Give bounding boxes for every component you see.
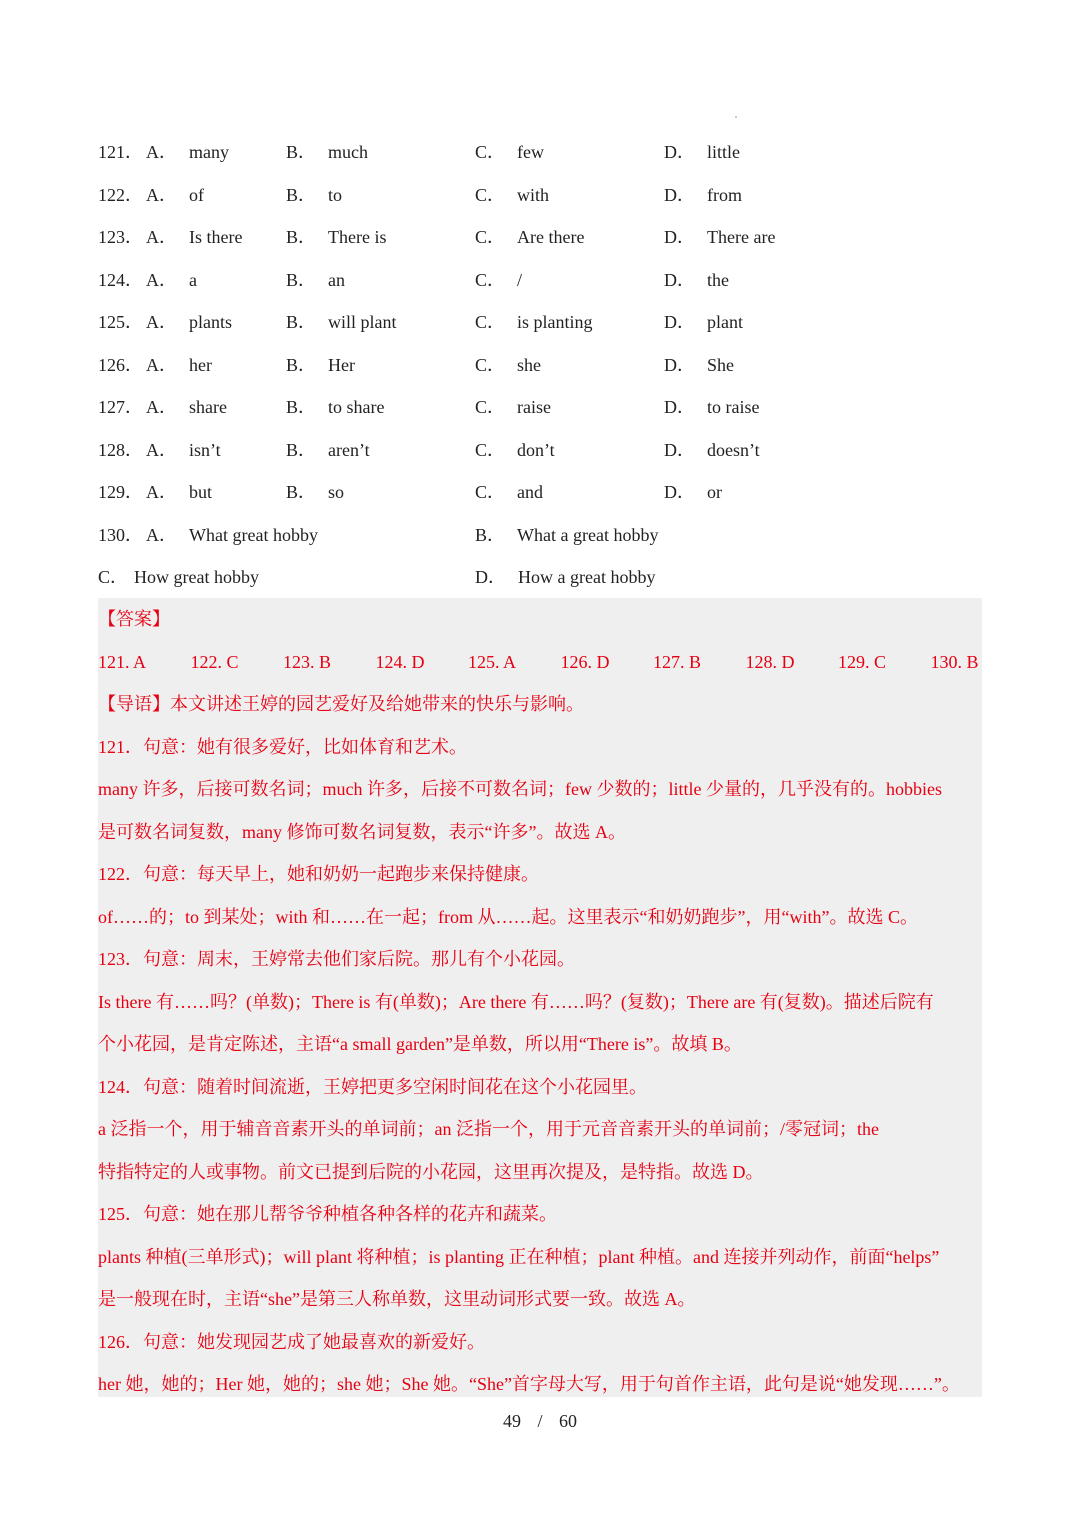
option-text: doesn’t [707, 439, 760, 460]
option-text: plant [707, 312, 743, 332]
option-text: Her [328, 354, 355, 375]
explanation-line: 121．句意：她有很多爱好，比如体育和艺术。 [98, 736, 467, 757]
option-text: with [517, 184, 550, 205]
option-c [475, 386, 551, 429]
option-text: much [328, 142, 369, 162]
option-text: to raise [707, 397, 760, 417]
explanation-line: her 她，她的；Her 她，她的；she 她；She 她。“She”首字母大写，用于句首作主语，此句是说“她发现……”。 [98, 1374, 960, 1394]
explanation-line: 123．句意：周末，王婷常去他们家后院。那儿有个小花园。 [98, 949, 575, 969]
option-c [475, 174, 549, 217]
option-d [664, 471, 722, 514]
option-letter: C． [475, 482, 506, 502]
option-letter: D． [664, 354, 695, 375]
option-a [146, 471, 212, 514]
option-letter: C． [475, 312, 506, 332]
option-letter: C． [475, 184, 506, 205]
explanation-line: 124．句意：随着时间流逝，王婷把更多空闲时间花在这个小花园里。 [98, 1076, 647, 1097]
option-letter: B． [286, 142, 317, 162]
option-letter: A． [146, 524, 177, 545]
option-letter: D． [664, 482, 695, 502]
option-letter: B． [286, 269, 317, 290]
explanation-line: 是一般现在时，主语“she”是第三人称单数，这里动词形式要一致。故选 A。 [98, 1289, 696, 1309]
option-b [286, 301, 397, 344]
option-letter: D． [664, 142, 695, 162]
option-c [475, 471, 543, 514]
option-letter: A． [146, 227, 177, 247]
question-row [98, 216, 982, 259]
option-text: from [707, 184, 742, 205]
question-row [98, 429, 982, 472]
option-letter: A． [146, 439, 177, 460]
question-number: 121． [98, 142, 143, 162]
option-c [475, 216, 584, 259]
explanation-line: 个小花园，是肯定陈述，主语“a small garden”是单数，所以用“There is”。故填 B。 [98, 1034, 742, 1054]
option-letter: B． [286, 312, 317, 332]
option-text: a [189, 269, 197, 290]
option-d [664, 259, 729, 302]
question-row [98, 259, 982, 302]
explanation-line: plants 种植(三单形式)；will plant 将种植；is planting 正在种植；plant 种植。and 连接并列动作，前面“helps” [98, 1246, 940, 1267]
option-letter: C． [475, 439, 506, 460]
explanation-line: 122．句意：每天早上，她和奶奶一起跑步来保持健康。 [98, 864, 539, 884]
option-d [664, 301, 743, 344]
question-row [98, 344, 982, 387]
option-a [146, 386, 227, 429]
option-text: plants [189, 312, 232, 332]
option-letter: B． [286, 397, 317, 417]
explanation-line: 125．句意：她在那儿帮爷爷种植各种各样的花卉和蔬菜。 [98, 1204, 557, 1224]
question-row [98, 514, 982, 557]
option-text: raise [517, 397, 551, 417]
option-letter: B． [286, 184, 317, 205]
option-letter: B． [286, 354, 317, 375]
page-number [0, 1411, 1080, 1432]
option-b [286, 259, 345, 302]
answer-key: 121. A [98, 651, 147, 672]
option-b [286, 344, 355, 387]
option-letter: D． [664, 269, 695, 290]
option-letter: D． [664, 439, 695, 460]
option-c [475, 131, 544, 174]
option-text: She [707, 354, 734, 375]
scan-mark [735, 116, 737, 118]
option-letter: D． [664, 397, 695, 417]
option-d [664, 216, 775, 259]
option-letter: A． [146, 354, 177, 375]
option-a [146, 344, 212, 387]
option-text: she [517, 354, 542, 375]
option-text: What a great hobby [517, 524, 659, 545]
option-text: but [189, 482, 213, 502]
question-number: 123． [98, 227, 143, 247]
option-text: to share [328, 397, 385, 417]
option-a [146, 174, 204, 217]
option-text: is planting [517, 312, 593, 332]
option-a [146, 216, 242, 259]
question-row [98, 386, 982, 429]
explanation-line: 126．句意：她发现园艺成了她最喜欢的新爱好。 [98, 1331, 485, 1352]
option-b [286, 131, 368, 174]
page-separator: / [537, 1411, 543, 1431]
question-row [98, 556, 982, 599]
question-number: 125． [98, 312, 143, 332]
option-letter: A． [146, 482, 177, 502]
option-letter: B． [286, 439, 317, 460]
option-text: Is there [189, 227, 243, 247]
explanation-line: Is there 有……吗？(单数)；There is 有(单数)；Are there 有……吗？(复数)；There are 有(复数)。描述后院有 [98, 991, 934, 1012]
question-row [98, 131, 982, 174]
option-text: Are there [517, 227, 585, 247]
option-a [146, 301, 232, 344]
option-letter: D． [664, 312, 695, 332]
option-text: isn’t [189, 439, 221, 460]
option-d [664, 174, 742, 217]
option-b [475, 514, 658, 557]
question-number: 127． [98, 397, 143, 417]
option-text: few [517, 142, 544, 162]
option-text: There are [707, 227, 776, 247]
option-c [475, 301, 593, 344]
option-text: What great hobby [189, 524, 318, 545]
option-c [98, 556, 259, 599]
answer-key: 126. D [560, 651, 610, 672]
option-a [146, 131, 229, 174]
answer-key: 125. A [468, 651, 517, 672]
question-row [98, 174, 982, 217]
option-text: to [328, 184, 343, 205]
explanation-line: 【导语】本文讲述王婷的园艺爱好及给她带来的快乐与影响。 [98, 694, 584, 714]
question-number: 128． [98, 439, 143, 460]
option-letter: A． [146, 397, 177, 417]
explanation-line: many 许多，后接可数名词；much 许多，后接不可数名词；few 少数的；little 少量的，几乎没有的。hobbies [98, 779, 942, 799]
option-letter: C． [475, 142, 506, 162]
question-number: 122． [98, 184, 143, 205]
option-b [286, 216, 387, 259]
option-letter: D． [475, 567, 506, 587]
answer-key: 127. B [653, 651, 702, 672]
question-number: 124． [98, 269, 143, 290]
question-row [98, 471, 982, 514]
option-c [475, 344, 541, 387]
answer-key: 128. D [745, 651, 795, 672]
question-number: 130． [98, 524, 143, 545]
option-text: or [707, 482, 722, 502]
option-letter: A． [146, 142, 177, 162]
option-a [146, 429, 221, 472]
option-d [664, 131, 740, 174]
option-letter: C． [475, 354, 506, 375]
option-text: the [707, 269, 729, 290]
option-b [286, 386, 385, 429]
option-letter: B． [475, 524, 506, 545]
option-letter: C． [98, 567, 129, 587]
option-text: of [189, 184, 204, 205]
option-letter: C． [475, 269, 506, 290]
option-text: / [517, 269, 523, 290]
option-b [286, 471, 344, 514]
option-c [475, 259, 522, 302]
option-b [286, 429, 370, 472]
answer-heading: 【答案】 [98, 609, 170, 629]
option-text: an [328, 269, 346, 290]
option-text: so [328, 482, 345, 502]
option-text: There is [328, 227, 387, 247]
option-text: How great hobby [134, 567, 259, 587]
option-letter: B． [286, 482, 317, 502]
option-letter: D． [664, 227, 695, 247]
option-text: and [517, 482, 544, 502]
option-text: aren’t [328, 439, 370, 460]
option-d [664, 386, 759, 429]
option-letter: A． [146, 184, 177, 205]
option-text: share [189, 397, 227, 417]
option-d [664, 344, 734, 387]
option-letter: B． [286, 227, 317, 247]
option-d [664, 429, 760, 472]
option-text: How a great hobby [518, 567, 656, 587]
option-text: her [189, 354, 212, 375]
question-list [98, 131, 982, 599]
answer-key-row [98, 641, 988, 684]
option-letter: C． [475, 227, 506, 247]
explanation-line: of……的；to 到某处；with 和……在一起；from 从……起。这里表示“和奶奶跑步”，用“with”。故选 C。 [98, 906, 918, 927]
option-text: many [189, 142, 229, 162]
explanation-line: 特指特定的人或事物。前文已提到后院的小花园，这里再次提及，是特指。故选 D。 [98, 1161, 764, 1182]
answer-key: 129. C [838, 651, 887, 672]
answer-key: 122. C [190, 651, 239, 672]
option-c [475, 429, 555, 472]
option-text: don’t [517, 439, 555, 460]
option-a [146, 259, 197, 302]
option-letter: A． [146, 269, 177, 290]
total-pages: 60 [559, 1411, 577, 1431]
answer-key: 123. B [283, 651, 332, 672]
answer-key: 124. D [375, 651, 425, 672]
option-a [146, 514, 318, 557]
option-letter: A． [146, 312, 177, 332]
option-letter: C． [475, 397, 506, 417]
option-b [286, 174, 342, 217]
explanation-line: a 泛指一个，用于辅音音素开头的单词前；an 泛指一个，用于元音音素开头的单词前；/零冠词；the [98, 1119, 879, 1139]
answer-key: 130. B [930, 651, 979, 672]
explanation-line: 是可数名词复数，many 修饰可数名词复数，表示“许多”。故选 A。 [98, 821, 626, 842]
current-page: 49 [502, 1411, 521, 1431]
option-text: little [707, 142, 740, 162]
option-text: will plant [328, 312, 397, 332]
question-row [98, 301, 982, 344]
option-d [475, 556, 655, 599]
question-number: 126． [98, 354, 143, 375]
option-letter: D． [664, 184, 695, 205]
question-number: 129． [98, 482, 143, 502]
